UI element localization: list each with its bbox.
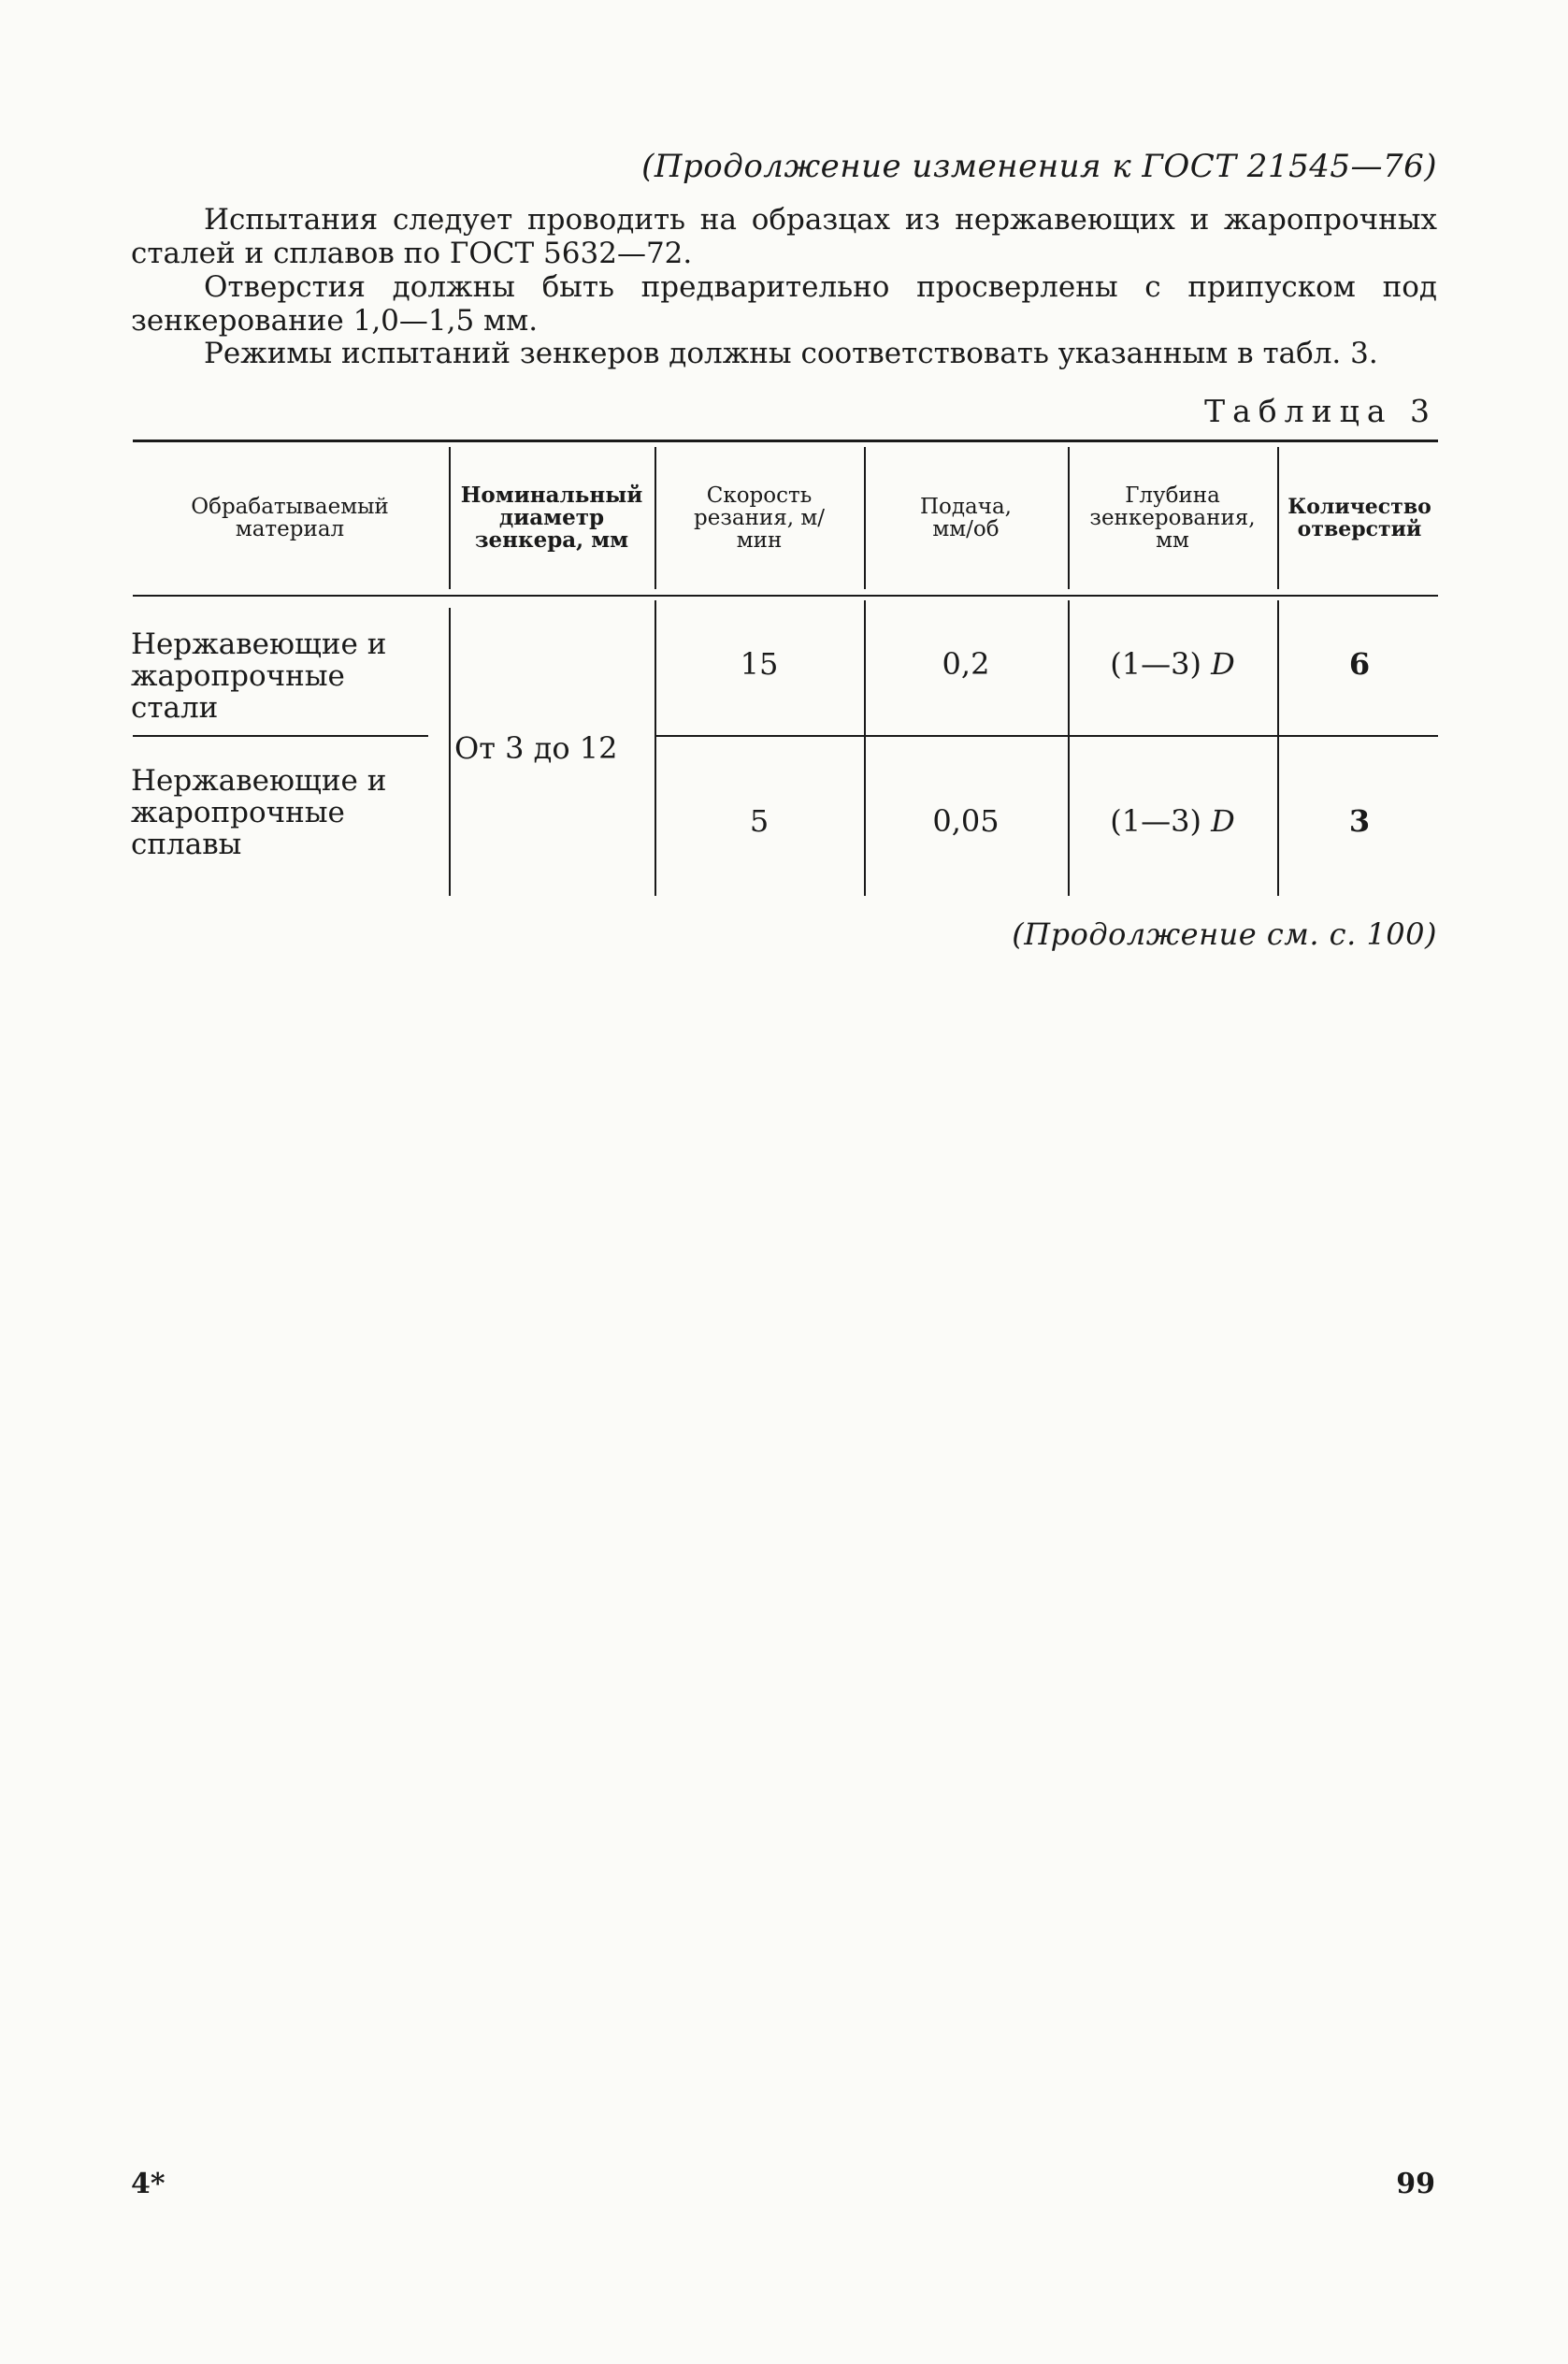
continuation-header: (Продолжение изменения к ГОСТ 21545—76) <box>641 148 1437 185</box>
page-number: 99 <box>1396 2168 1435 2200</box>
row-divider-right <box>655 735 1438 737</box>
header-material-text: Обрабатываемый материал <box>191 495 389 541</box>
row-2-speed: 5 <box>749 803 770 839</box>
row-1-material: Нержавеющие и жаропрочные стали <box>131 627 387 725</box>
header-depth-text: Глубина зенкерования, мм <box>1089 483 1256 553</box>
header-diameter <box>451 447 653 589</box>
table-label: Таблица 3 <box>1204 393 1437 429</box>
signature-mark: 4* <box>131 2168 165 2200</box>
header-depth <box>1070 447 1275 589</box>
diameter-value: От 3 до 12 <box>454 730 618 766</box>
row-divider-left <box>133 735 428 737</box>
header-speed-text: Скорость резания, м/мин <box>693 483 826 553</box>
row-1-speed: 15 <box>740 646 779 682</box>
paragraph-1-text: Испытания следует проводить на образцах из нержавеющих и жаропрочных сталей и сплавов по ГОСТ 5632—72. <box>131 203 1437 270</box>
row-2-feed: 0,05 <box>932 803 1000 839</box>
paragraph-2 <box>131 270 1437 338</box>
row-2-depth-prefix: (1—3) <box>1110 803 1201 839</box>
paragraph-1 <box>131 203 1437 270</box>
header-feed-text: Подача, мм/об <box>919 495 1012 541</box>
row-2-depth-var: D <box>1211 803 1235 839</box>
header-speed <box>656 447 862 589</box>
row-1-count: 6 <box>1348 646 1371 682</box>
header-diameter-text: Номинальный диаметр зенкера, мм <box>460 483 643 553</box>
row-1-feed: 0,2 <box>942 646 990 682</box>
row-1-depth-var: D <box>1211 646 1235 682</box>
row-2-count: 3 <box>1348 803 1371 839</box>
header-count-text: Количество отверстий <box>1287 495 1431 541</box>
row-2-material: Нержавеющие и жаропрочные сплавы <box>131 764 387 861</box>
row-1-depth-prefix: (1—3) <box>1110 646 1201 682</box>
paragraph-3-text: Режимы испытаний зенкеров должны соответствовать указанным в табл. 3. <box>204 337 1378 370</box>
row-1-depth <box>1070 636 1275 692</box>
paragraph-3 <box>131 337 1437 370</box>
header-feed <box>866 447 1066 589</box>
continuation-footer: (Продолжение см. с. 100) <box>1012 916 1437 952</box>
row-2-depth <box>1070 793 1275 849</box>
header-material <box>133 447 447 589</box>
header-bottom-rule <box>133 595 1438 597</box>
table-top-rule <box>133 440 1438 442</box>
paragraph-2-text: Отверстия должны быть предварительно просверлены с припуском под зенкерование 1,0—1,5 мм. <box>131 270 1437 338</box>
header-count <box>1279 447 1440 589</box>
